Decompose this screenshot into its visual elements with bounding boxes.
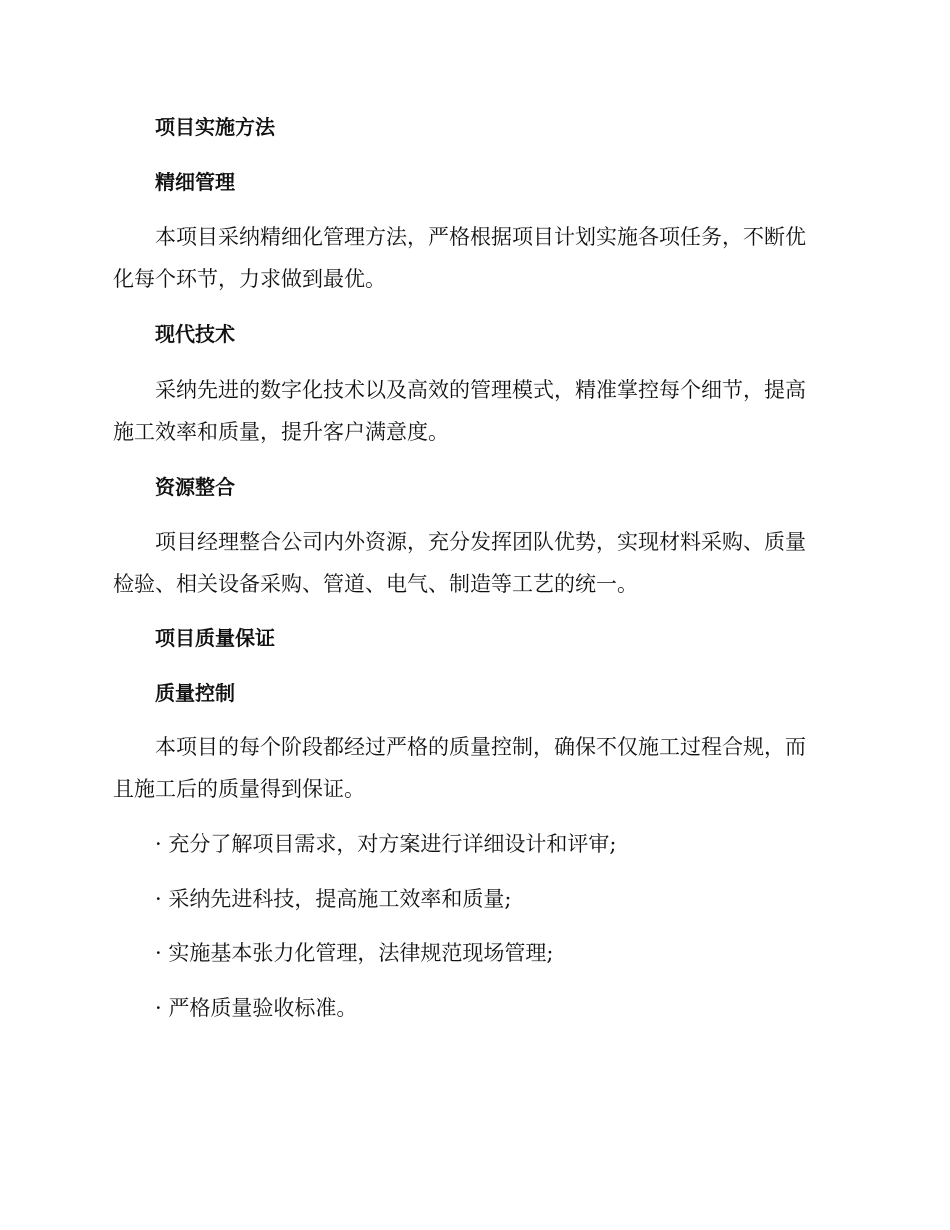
section-heading-implementation-method: 项目实施方法 bbox=[155, 115, 275, 139]
bullet-item: · 采纳先进科技，提高施工效率和质量; bbox=[155, 887, 512, 911]
paragraph-line: 检验、相关设备采购、管道、电气、制造等工艺的统一。 bbox=[113, 572, 638, 596]
subsection-heading-fine-management: 精细管理 bbox=[155, 170, 235, 194]
bullet-item: · 实施基本张力化管理，法律规范现场管理; bbox=[155, 941, 554, 965]
subsection-heading-resource-integration: 资源整合 bbox=[155, 475, 235, 499]
bullet-item: · 严格质量验收标准。 bbox=[155, 996, 358, 1020]
paragraph-line: 本项目采纳精细化管理方法，严格根据项目计划实施各项任务，不断优 bbox=[155, 225, 806, 249]
bullet-item: · 充分了解项目需求，对方案进行详细设计和评审; bbox=[155, 832, 617, 856]
section-heading-quality-assurance: 项目质量保证 bbox=[155, 626, 275, 650]
subsection-heading-quality-control: 质量控制 bbox=[155, 681, 235, 705]
paragraph-line: 采纳先进的数字化技术以及高效的管理模式，精准掌控每个细节，提高 bbox=[155, 378, 806, 402]
paragraph-line: 且施工后的质量得到保证。 bbox=[113, 777, 365, 801]
paragraph-line: 施工效率和质量，提升客户满意度。 bbox=[113, 420, 449, 444]
paragraph-line: 化每个环节，力求做到最优。 bbox=[113, 267, 386, 291]
paragraph-line: 项目经理整合公司内外资源，充分发挥团队优势，实现材料采购、质量 bbox=[155, 530, 806, 554]
paragraph-line: 本项目的每个阶段都经过严格的质量控制，确保不仅施工过程合规，而 bbox=[155, 735, 806, 759]
subsection-heading-modern-technology: 现代技术 bbox=[155, 322, 235, 346]
